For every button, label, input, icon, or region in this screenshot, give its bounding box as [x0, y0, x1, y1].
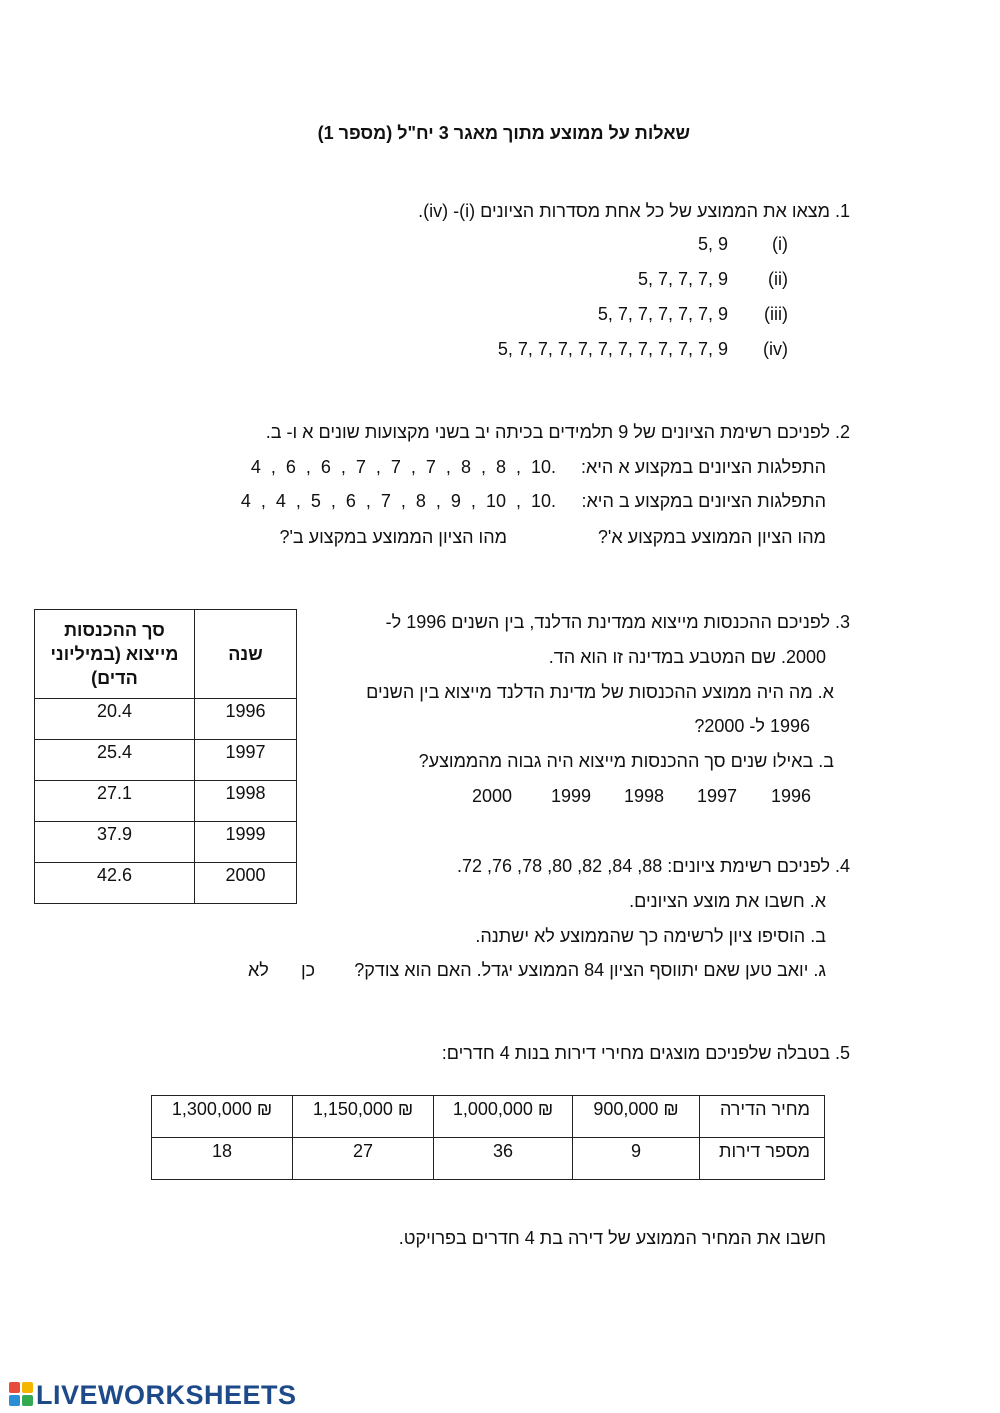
q4-text: 4. לפניכם רשימת ציונים: 88, 84, 82, 80, 78, 76, 72.	[456, 856, 850, 876]
q1-item-ii-values: 5, 7, 7, 7, 9	[637, 269, 728, 289]
income-cell: 20.4	[35, 699, 195, 740]
q1-text: 1. מצאו את הממוצע של כל אחת מסדרות הציונים (i)- (iv).	[418, 201, 850, 221]
q3-line2: 2000. שם המטבע במדינה זו הוא הד.	[548, 647, 826, 667]
q1-item-ii-label: (ii)	[768, 269, 788, 289]
year-cell: 1999	[194, 822, 296, 863]
q1-item-i-values: 5, 9	[697, 234, 728, 254]
table-row	[35, 863, 297, 904]
q5-text: 5. בטבלה שלפניכם מוצגים מחירי דירות בנות 4 חדרים:	[441, 1043, 850, 1063]
q4-c: ג. יואב טען שאם יתווסף הציון 84 הממוצע יגדל. האם הוא צודק?	[354, 960, 826, 980]
q3-line1: 3. לפניכם ההכנסות מייצוא ממדינת הדלנד, בין השנים 1996 ל-	[385, 612, 850, 632]
q3-year-option-1998[interactable]: 1998	[624, 786, 665, 806]
q3-year-option-2000[interactable]: 2000	[472, 786, 513, 806]
price-cell: 1,300,000 ₪	[152, 1096, 293, 1138]
q1-item-iv-values: 5, 7, 7, 7, 7, 7, 7, 7, 7, 7, 7, 9	[497, 339, 728, 359]
year-cell: 1996	[194, 699, 296, 740]
q5-final: חשבו את המחיר הממוצע של דירה בת 4 חדרים בפרויקט.	[398, 1228, 826, 1248]
income-cell: 25.4	[35, 740, 195, 781]
table-row	[35, 822, 297, 863]
q4-a: א. חשבו את מוצע הציונים.	[629, 891, 826, 911]
q2-question-a: מהו הציון הממוצע במקצוע א'?	[597, 527, 826, 547]
table-row	[35, 740, 297, 781]
q4-yes-option[interactable]: כן	[301, 960, 316, 980]
table-row	[35, 781, 297, 822]
q4-b: ב. הוסיפו ציון לרשימה כך שהממוצע לא ישתנה.	[475, 926, 826, 946]
year-cell: 1998	[194, 781, 296, 822]
income-column-header: סך ההכנסות מייצוא (במיליוני הדים)	[35, 610, 195, 699]
q2-question-b: מהו הציון הממוצע במקצוע ב'?	[279, 527, 507, 547]
price-cell: 1,150,000 ₪	[293, 1096, 434, 1138]
q1-item-iii-label: (iii)	[764, 304, 788, 324]
liveworksheets-logo-icon	[8, 1381, 34, 1407]
table-row	[152, 1096, 825, 1138]
liveworksheets-logo-text: LIVEWORKSHEETS	[36, 1380, 297, 1410]
q3-a-line1: א. מה היה ממוצע ההכנסות של מדינת הדלנד מייצוא בין השנים	[366, 682, 834, 702]
income-cell: 27.1	[35, 781, 195, 822]
q2-dist-a-values: 4 , 6 , 6 , 7 , 7 , 7 , 8 , 8 , 10.	[250, 457, 556, 477]
q1-item-iii-values: 5, 7, 7, 7, 7, 7, 9	[597, 304, 728, 324]
table-row	[35, 699, 297, 740]
year-cell: 2000	[194, 863, 296, 904]
income-table	[34, 609, 297, 904]
year-column-header: שנה	[194, 610, 296, 699]
table-row	[152, 1138, 825, 1180]
q1-item-iv-label: (iv)	[763, 339, 788, 359]
count-cell: 36	[434, 1138, 573, 1180]
q3-year-option-1996[interactable]: 1996	[771, 786, 812, 806]
q2-dist-a-label: התפלגות הציונים במקצוע א היא:	[580, 457, 826, 477]
price-cell: 1,000,000 ₪	[434, 1096, 573, 1138]
q2-dist-b-label: התפלגות הציונים במקצוע ב היא:	[581, 491, 826, 511]
count-cell: 9	[573, 1138, 700, 1180]
income-cell: 37.9	[35, 822, 195, 863]
q4-no-option[interactable]: לא	[248, 960, 269, 980]
price-cell: 900,000 ₪	[573, 1096, 700, 1138]
q3-b-line: ב. באילו שנים סך ההכנסות מייצוא היה גבוה מהממוצע?	[418, 751, 834, 771]
count-cell: 27	[293, 1138, 434, 1180]
q3-year-option-1997[interactable]: 1997	[697, 786, 738, 806]
price-table	[151, 1095, 825, 1180]
page-title: שאלות על ממוצע מתוך מאגר 3 יח"ל (מספר 1)	[317, 123, 690, 143]
income-cell: 42.6	[35, 863, 195, 904]
q3-year-option-1999[interactable]: 1999	[551, 786, 592, 806]
liveworksheets-logo	[8, 1380, 297, 1411]
q3-a-line2: 1996 ל- 2000?	[694, 716, 810, 736]
count-row-label: מספר דירות	[700, 1138, 825, 1180]
q2-text: 2. לפניכם רשימת הציונים של 9 תלמידים בכיתה יב בשני מקצועות שונים א ו- ב.	[265, 422, 850, 442]
year-cell: 1997	[194, 740, 296, 781]
price-row-label: מחיר הדירה	[700, 1096, 825, 1138]
q1-item-i-label: (i)	[772, 234, 788, 254]
q2-dist-b-values: 4 , 4 , 5 , 6 , 7 , 8 , 9 , 10 , 10.	[240, 491, 556, 511]
income-table-header	[35, 610, 297, 699]
count-cell: 18	[152, 1138, 293, 1180]
